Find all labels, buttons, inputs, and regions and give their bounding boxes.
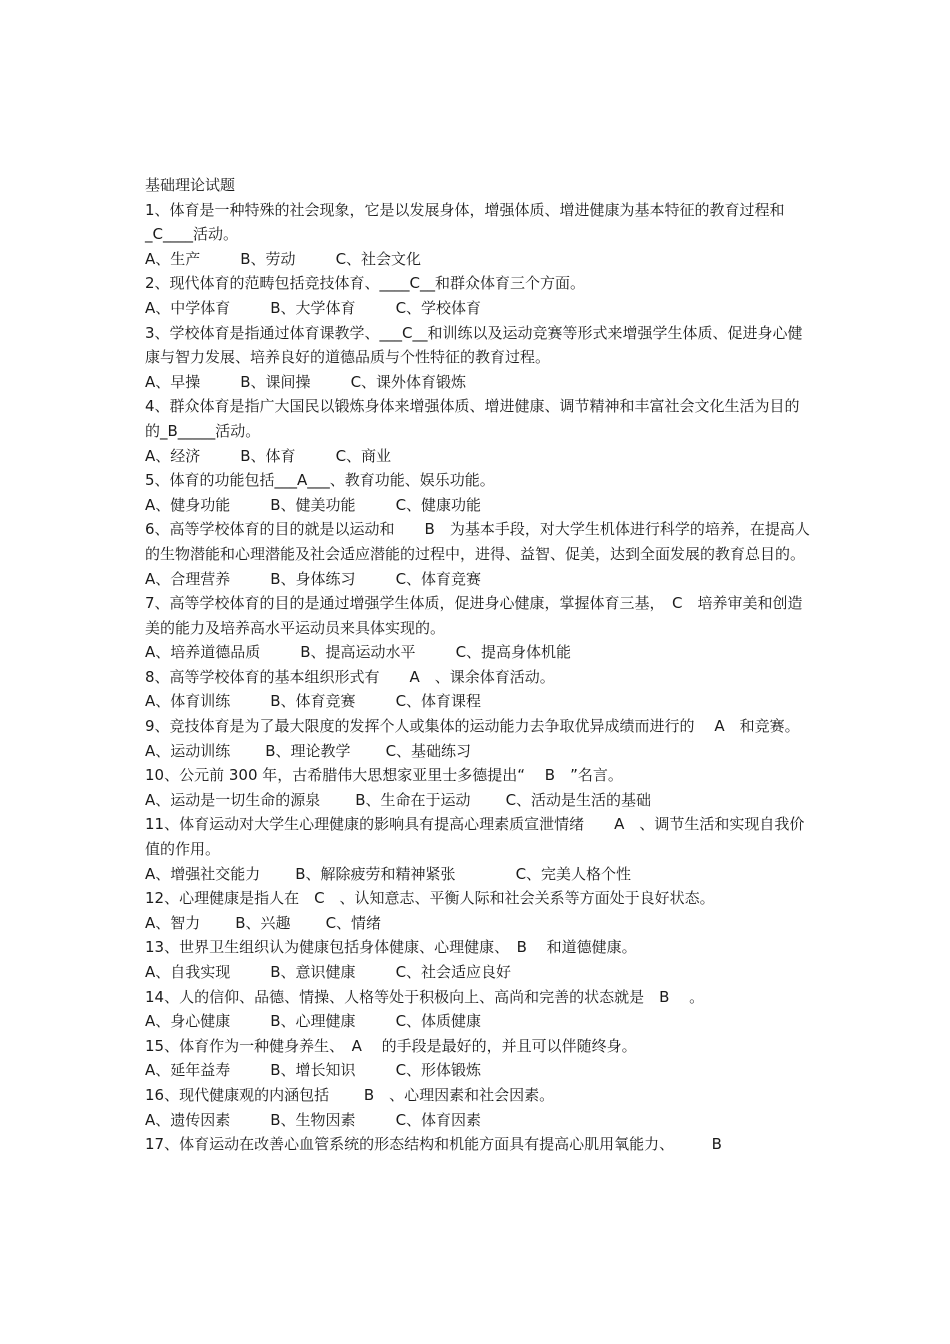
option-row [145,247,810,272]
question-text: 9、竞技体育是为了最大限度的发挥个人或集体的运动能力去争取优异成绩而进行的 A 和竞赛。 [145,717,800,736]
answer-option: A、培养道德品质 [145,643,261,662]
answer-option: C、活动是生活的基础 [505,790,652,809]
document-title: 基础理论试题 [145,176,236,194]
answer-option: A、增强社交能力 [145,864,261,883]
answer-option: B、课间操 [240,372,311,391]
answer-option: C、社会适应良好 [395,963,512,981]
answer-option: B、增长知识 [270,1061,356,1080]
answer-option: B、体育竞赛 [270,692,356,711]
answer-option: C、提高身体机能 [455,643,572,662]
answer-option: A、智力 [145,913,201,932]
answer-option: A、早操 [145,372,201,391]
question-text: 1、体育是一种特殊的社会现象，它是以发展身体，增强体质、增进健康为基本特征的教育过程和_C____活动。 [145,200,785,244]
answer-option: C、商业 [335,446,392,465]
question-text: 2、现代体育的范畴包括竞技体育、____C__和群众体育三个方面。 [145,274,586,293]
answer-option: B、体育 [240,446,296,465]
answer-option: A、体育训练 [145,692,231,711]
question-text: 10、公元前 300 年，古希腊伟大思想家亚里士多德提出“ B ”名言。 [145,766,623,785]
answer-option: C、课外体育锻炼 [350,372,467,391]
option-row [145,689,810,714]
answer-option: C、情绪 [325,913,382,932]
question-text: 13、世界卫生组织认为健康包括身体健康、心理健康、 B 和道德健康。 [145,938,637,957]
option-row [145,862,810,887]
question-text: 12、心理健康是指人在 C 、认知意志、平衡人际和社会关系等方面处于良好状态。 [145,889,715,908]
answer-option: C、基础练习 [385,741,472,760]
answer-option: B、提高运动水平 [300,643,416,662]
answer-option: C、学校体育 [395,298,482,317]
answer-option: A、运动训练 [145,741,231,760]
answer-option: C、完美人格个性 [515,864,632,883]
answer-option: C、社会文化 [335,249,422,268]
question-text: 8、高等学校体育的基本组织形式有 A 、课余体育活动。 [145,667,555,686]
answer-option: A、运动是一切生命的源泉 [145,790,321,809]
answer-option: B、生命在于运动 [355,790,471,809]
answer-option: A、延年益寿 [145,1061,231,1080]
option-row [145,370,810,395]
question-text: 17、体育运动在改善心血管系统的形态结构和机能方面具有提高心肌用氧能力、 B [145,1135,722,1154]
answer-option: B、劳动 [240,249,296,268]
question-text: 5、体育的功能包括___A___、教育功能、娱乐功能。 [145,471,495,490]
answer-option: A、健身功能 [145,495,231,514]
question-text: 14、人的信仰、品德、情操、人格等处于积极向上、高尚和完善的状态就是 B 。 [145,987,705,1006]
question-list [145,198,810,1157]
answer-option: A、经济 [145,446,201,465]
question-text: 7、高等学校体育的目的是通过增强学生体质，促进身心健康，掌握体育三基， C 培养审美和创造美的能力及培养高水平运动员来具体实现的。 [145,594,803,637]
document-body [145,173,810,1157]
answer-option: B、健美功能 [270,495,356,514]
option-row [145,567,810,592]
option-row [145,1009,810,1034]
question-text: 15、体育作为一种健身养生、 A 的手段是最好的，并且可以伴随终身。 [145,1036,637,1055]
option-row [145,1108,810,1133]
answer-option: C、体育课程 [395,692,482,711]
option-row [145,493,810,518]
answer-option: B、意识健康 [270,963,356,981]
question-text: 11、体育运动对大学生心理健康的影响具有提高心理素质宣泄情绪 A 、调节生活和实现自我价值的作用。 [145,815,805,859]
answer-option: B、身体练习 [270,569,356,588]
option-row [145,960,810,985]
answer-option: C、体育竞赛 [395,569,482,588]
option-row [145,444,810,469]
answer-option: B、生物因素 [270,1110,356,1129]
answer-option: A、遗传因素 [145,1110,231,1129]
answer-option: A、身心健康 [145,1012,231,1031]
answer-option: C、体质健康 [395,1012,482,1031]
option-row [145,788,810,813]
answer-option: A、自我实现 [145,963,231,981]
answer-option: B、大学体育 [270,298,356,317]
question-text: 4、群众体育是指广大国民以锻炼身体来增强体质、增进健康、调节精神和丰富社会文化生活为目的的_B_____活动。 [145,397,800,440]
option-row [145,1058,810,1083]
answer-option: A、合理营养 [145,569,231,588]
answer-option: A、中学体育 [145,298,231,317]
answer-option: B、理论教学 [265,741,351,760]
option-row [145,739,810,764]
option-row [145,296,810,321]
answer-option: A、生产 [145,249,201,268]
option-row [145,640,810,665]
answer-option: B、兴趣 [235,913,291,932]
answer-option: C、健康功能 [395,495,482,514]
question-text: 16、现代健康观的内涵包括 B 、心理因素和社会因素。 [145,1085,555,1104]
answer-option: C、体育因素 [395,1110,482,1129]
question-text: 3、学校体育是指通过体育课教学、___C__和训练以及运动竞赛等形式来增强学生体质、促进身心健康与智力发展、培养良好的道德品质与个性特征的教育过程。 [145,323,803,367]
answer-option: B、解除疲劳和精神紧张 [295,864,456,883]
answer-option: C、形体锻炼 [395,1061,482,1080]
answer-option: B、心理健康 [270,1012,356,1031]
question-text: 6、高等学校体育的目的就是以运动和 B 为基本手段，对大学生机体进行科学的培养，在提高人的生物潜能和心理潜能及社会适应潜能的过程中，进得、益智、促美，达到全面发展的教育总目的。 [145,520,810,563]
option-row [145,911,810,936]
